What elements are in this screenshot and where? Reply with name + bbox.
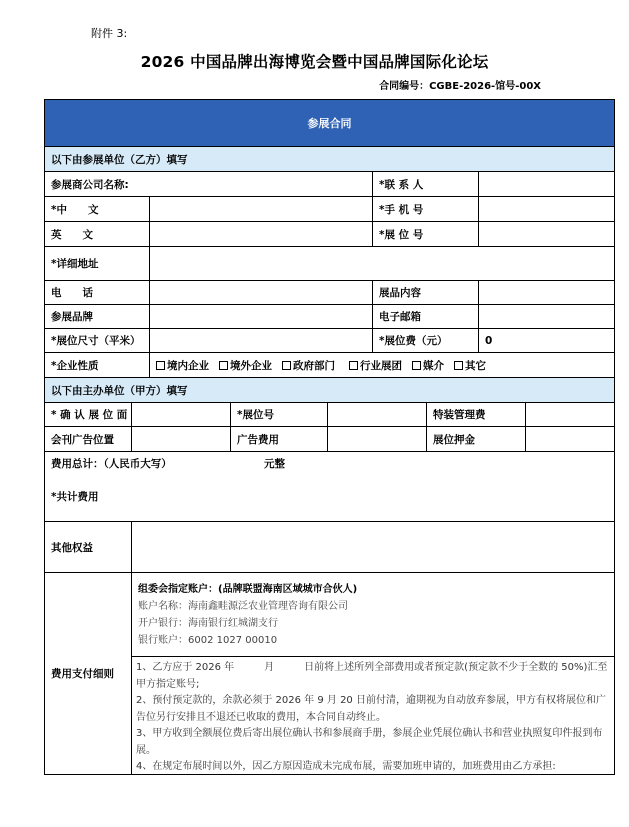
confirm-booth-label: * 确 认 展 位 面	[51, 409, 128, 421]
email-label: 电子邮箱	[372, 305, 478, 328]
checkbox-icon	[156, 361, 165, 370]
ad-position-input[interactable]	[131, 427, 230, 451]
account-number: 银行账户：6002 1027 00010	[138, 635, 278, 646]
ad-position-label: 会刊广告位置	[51, 433, 114, 446]
total-unit: 元整	[264, 458, 285, 470]
row-company	[45, 172, 614, 197]
ad-fee-label: 广告费用	[230, 427, 327, 451]
brand-label: 参展品牌	[51, 311, 93, 323]
row-ad-position	[45, 427, 614, 452]
account-title-line	[138, 581, 614, 598]
row-payment-details	[45, 573, 614, 774]
special-fee-input[interactable]	[525, 403, 614, 426]
checkbox-label: 境外企业	[230, 359, 272, 372]
attachment-label: 附件 3:	[91, 27, 128, 40]
english-name-label: 英 文	[51, 228, 93, 241]
checkbox-icon	[349, 361, 358, 370]
page-title: 2026 中国品牌出海博览会暨中国品牌国际化论坛	[140, 53, 489, 71]
booth-size-input[interactable]	[149, 329, 372, 352]
checkbox-icon	[282, 361, 291, 370]
payment-content	[131, 573, 614, 774]
section-exhibitor-header: 以下由参展单位（乙方）填写	[45, 147, 614, 172]
contact-input[interactable]	[478, 172, 614, 196]
row-address	[45, 247, 614, 281]
payment-term: 3、甲方收到全额展位费后寄出展位确认书和参展商手册，参展企业凭展位确认书和营业执照复印件报到布展。	[136, 728, 603, 756]
payment-terms	[132, 657, 614, 775]
booth-number-label: *展 位 号	[372, 222, 478, 246]
email-input[interactable]	[478, 305, 614, 328]
contact-label: *联 系 人	[372, 172, 478, 196]
ad-fee-input[interactable]	[327, 427, 426, 451]
account-title: 组委会指定账户：	[138, 584, 218, 595]
other-rights-label: 其他权益	[51, 541, 93, 554]
chinese-name-label: *中 文	[51, 203, 99, 216]
account-name: 账户名称：海南鑫畦源泛农业管理咨询有限公司	[138, 601, 348, 612]
mobile-label: *手 机 号	[372, 197, 478, 221]
row-total-fees	[45, 452, 614, 522]
deposit-label: 展位押金	[426, 427, 525, 451]
payment-term: 2、预付预定款的，余款必须于 2026 年 9 月 20 日前付清，逾期视为自动放弃参展，甲方有权将展位和广告位另行安排且不退还已收取的费用，本合同自动终止。	[136, 695, 606, 723]
phone-input[interactable]	[149, 281, 372, 304]
deposit-input[interactable]	[525, 427, 614, 451]
section-organizer-header: 以下由主办单位（甲方）填写	[45, 378, 614, 403]
checkbox-industry-group[interactable]	[349, 358, 402, 373]
enterprise-nature-label: *企业性质	[51, 359, 99, 372]
mobile-input[interactable]	[478, 197, 614, 221]
booth-number-input[interactable]	[478, 222, 614, 246]
row-chinese-name	[45, 197, 614, 222]
address-input[interactable]	[149, 247, 614, 280]
row-other-rights	[45, 522, 614, 573]
row-english-name	[45, 222, 614, 247]
checkbox-government[interactable]	[282, 358, 335, 373]
exhibits-input[interactable]	[478, 281, 614, 304]
address-label: *详细地址	[51, 258, 99, 270]
enterprise-nature-options	[149, 353, 614, 377]
checkbox-other[interactable]	[454, 358, 486, 373]
booth-size-label: *展位尺寸（平米）	[51, 335, 141, 347]
english-name-input[interactable]	[149, 222, 372, 246]
contract-number: 合同编号：CGBE-2026-馆号-00X	[379, 81, 541, 92]
checkbox-icon	[454, 361, 463, 370]
organizer-account	[132, 573, 614, 657]
booth-no-a-label: *展位号	[230, 403, 327, 426]
checkbox-label: 媒介	[423, 359, 444, 372]
company-label: 参展商公司名称:	[51, 178, 129, 191]
special-fee-label: 特装管理费	[426, 403, 525, 426]
row-booth-size	[45, 329, 614, 353]
booth-fee-label: *展位费（元）	[372, 329, 478, 352]
exhibits-label: 展品内容	[372, 281, 478, 304]
checkbox-label: 行业展团	[360, 359, 402, 372]
payment-term: 1、乙方应于 2026 年 月 日前将上述所列全部费用或者预定款(预定款不少于全数的 50%)汇至甲方指定账号;	[136, 662, 608, 690]
chinese-name-input[interactable]	[149, 197, 372, 221]
confirm-booth-input[interactable]	[131, 403, 230, 426]
total-fee-label: *共计费用	[51, 491, 99, 503]
row-phone	[45, 281, 614, 305]
checkbox-label: 境内企业	[167, 359, 209, 372]
row-brand	[45, 305, 614, 329]
booth-no-a-input[interactable]	[327, 403, 426, 426]
other-rights-input[interactable]	[131, 522, 614, 572]
payment-term: 4、在规定布展时间以外，因乙方原因造成未完成布展，需要加班申请的，加班费用由乙方承担:	[136, 761, 556, 772]
checkbox-icon	[219, 361, 228, 370]
phone-label: 电 话	[51, 287, 93, 299]
total-label: 费用总计：（人民币大写）	[51, 458, 172, 470]
checkbox-domestic[interactable]	[156, 358, 209, 373]
account-title-note: (品牌联盟海南区域城市合伙人)	[218, 584, 358, 595]
account-bank: 开户银行：海南银行红城湖支行	[138, 618, 278, 629]
row-enterprise-nature	[45, 353, 614, 378]
checkbox-icon	[412, 361, 421, 370]
checkbox-overseas[interactable]	[219, 358, 272, 373]
checkbox-media[interactable]	[412, 358, 444, 373]
checkbox-label: 政府部门	[293, 359, 335, 372]
booth-fee-value[interactable]: 0	[478, 329, 614, 352]
checkbox-label: 其它	[465, 359, 486, 372]
payment-label: 费用支付细则	[51, 668, 114, 680]
contract-heading: 参展合同	[45, 100, 614, 147]
contract-form	[44, 99, 615, 775]
brand-input[interactable]	[149, 305, 372, 328]
row-confirm-booth	[45, 403, 614, 427]
